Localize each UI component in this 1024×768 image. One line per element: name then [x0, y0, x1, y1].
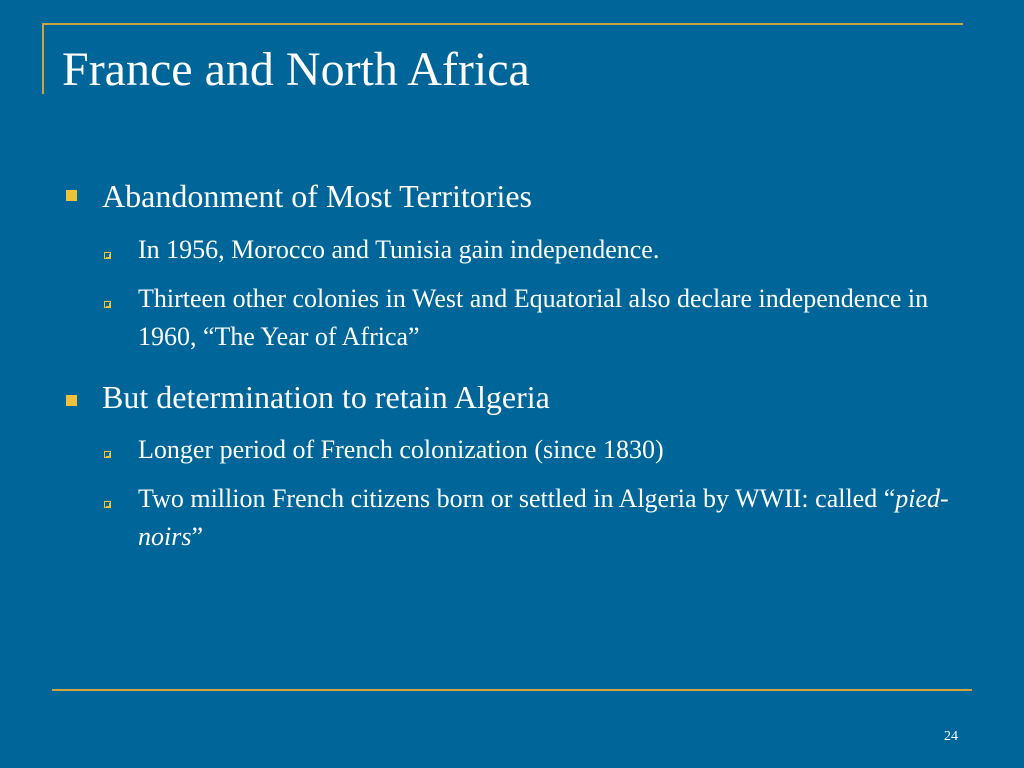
bullet-2-sub-2-suffix: ” [191, 522, 204, 551]
bullet-2-sub-2-italic: pied-noirs [138, 484, 949, 551]
sub-bullet-square-icon [104, 451, 111, 458]
bullet-1-sub-2-text: Thirteen other colonies in West and Equatorial also declare independence in 1960, “The Year of Africa” [138, 284, 929, 351]
bullet-2-text: But determination to retain Algeria [102, 379, 550, 415]
bullet-2-sub-2-text [138, 480, 968, 556]
bullet-1-text: Abandonment of Most Territories [102, 178, 532, 214]
bullet-1-sub-1-text: In 1956, Morocco and Tunisia gain independence. [138, 235, 660, 264]
title-frame-left-rule [42, 23, 44, 94]
sub-bullet-square-icon [104, 252, 111, 259]
bullet-2-sub-2-prefix: Two million French citizens born or settled in Algeria by WWII: called “ [138, 484, 896, 513]
bullet-square-icon [66, 190, 77, 201]
sub-bullet-square-icon [104, 301, 111, 308]
slide-title: France and North Africa [62, 43, 530, 96]
footer-rule [52, 689, 972, 691]
slide-number: 24 [944, 729, 958, 744]
bullet-square-icon [66, 395, 77, 406]
bullet-2-sub-1-text: Longer period of French colonization (since 1830) [138, 435, 664, 464]
title-frame-top-rule [43, 23, 963, 25]
sub-bullet-square-icon [104, 501, 111, 508]
